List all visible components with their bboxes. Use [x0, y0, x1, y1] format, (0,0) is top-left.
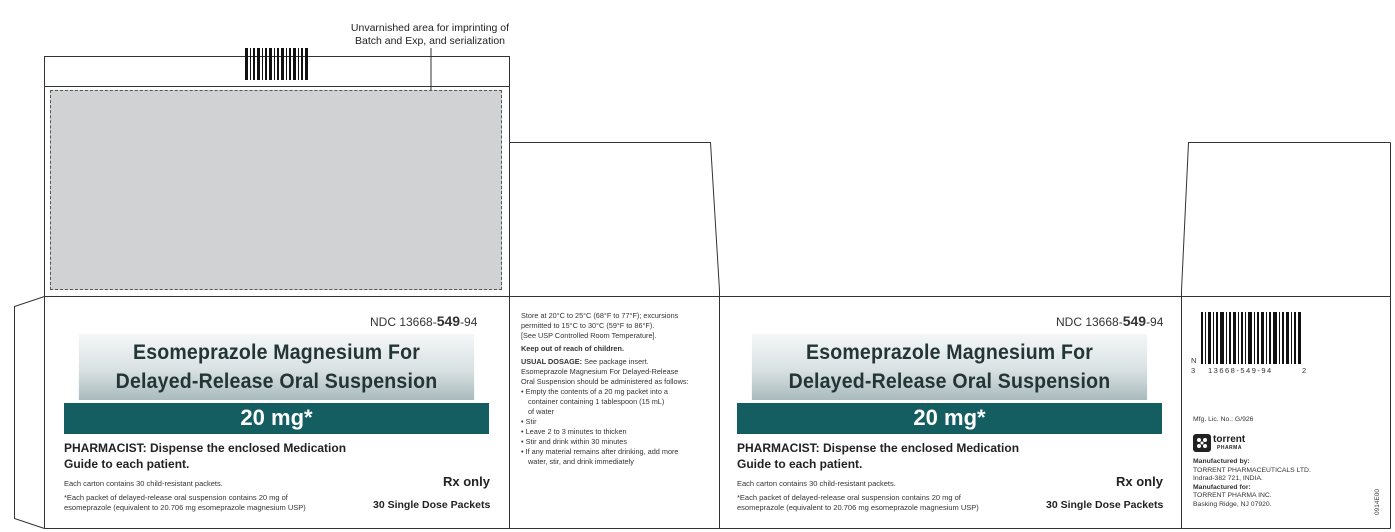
title-line1: Esomeprazole Magnesium For [805, 341, 1093, 364]
keep-out-text: Keep out of reach of children. [521, 344, 624, 353]
storage-block [521, 311, 711, 341]
dosage-step: • Stir [521, 417, 711, 427]
product-title [79, 334, 474, 400]
printer-note-line1: Unvarnished area for imprinting of [350, 22, 510, 34]
ndc-suffix: -94 [1146, 315, 1164, 329]
printer-note [330, 22, 530, 48]
ndc-prefix: NDC 13668- [1056, 315, 1123, 329]
carton-contents: Each carton contains 30 child-resistant packets. [64, 479, 223, 488]
ndc-number [370, 313, 477, 329]
footnote [64, 493, 364, 512]
storage-line3: [See USP Controlled Room Temperature]. [521, 331, 657, 340]
storage-line2: permitted to 15°C to 30°C (59°F to 86°F). [521, 321, 655, 330]
dosage-step: • Leave 2 to 3 minutes to thicken [521, 427, 711, 437]
dosage-block [521, 357, 711, 467]
footnote-line1: *Each packet of delayed-release oral suspension contains 20 mg of [737, 493, 961, 502]
unvarnished-area [50, 90, 502, 290]
pharmacist-line2: Guide to each patient. [64, 457, 190, 471]
footnote-line2: esomeprazole (equivalent to 20.706 mg esomeprazole magnesium USP) [64, 502, 306, 512]
manufacturer-name: TORRENT PHARMACEUTICALS LTD. [1193, 466, 1311, 474]
rx-only: Rx only [443, 474, 490, 489]
dosage-line2: Esomeprazole Magnesium For Delayed-Release [521, 367, 679, 376]
distributor-address: Basking Ridge, NJ 07920. [1193, 500, 1272, 508]
printer-note-line2: Batch and Exp, and serialization [354, 35, 505, 47]
pharmacist-instruction [64, 440, 394, 472]
manufactured-for-label: Manufactured for: [1193, 483, 1251, 491]
footnote [737, 493, 1037, 512]
dosage-line3: Oral Suspension should be administered as follows: [521, 377, 689, 386]
distributor-name: TORRENT PHARMA INC. [1193, 492, 1272, 499]
footnote-line2: esomeprazole (equivalent to 20.706 mg esomeprazole magnesium USP) [737, 502, 979, 512]
title-band-wrap [737, 334, 1162, 400]
torrent-logo [1193, 434, 1263, 452]
barcode-digits: 13668-549-94 [1208, 366, 1273, 375]
dosage-step: • Empty the contents of a 20 mg packet into a container containing 1 tablespoon (15 mL) of water [521, 387, 711, 417]
footnote-line1: *Each packet of delayed-release oral suspension contains 20 mg of [64, 493, 288, 502]
pharmacist-line1: PHARMACIST: Dispense the enclosed Medication [64, 441, 347, 455]
strength-band: 20 mg* [64, 403, 489, 434]
title-band-wrap [64, 334, 489, 400]
carton-contents: Each carton contains 30 child-resistant packets. [737, 479, 896, 488]
barcode-last-digit: 2 [1302, 366, 1308, 375]
pharmacist-line2: Guide to each patient. [737, 457, 863, 471]
manufacturer-info [1193, 458, 1333, 509]
top-flap-barcode [245, 48, 309, 80]
barcode-n: N [1191, 356, 1198, 365]
ndc-bold: 549 [436, 313, 461, 329]
upc-barcode [1201, 312, 1303, 364]
logo-wordmark: torrent [1213, 434, 1246, 445]
keep-out-warning [521, 344, 711, 354]
ndc-suffix: -94 [460, 315, 478, 329]
ndc-number [1056, 313, 1163, 329]
manufactured-by-label: Manufactured by: [1193, 458, 1250, 465]
storage-line1: Store at 20°C to 25°C (68°F to 77°F); excursions [521, 311, 679, 320]
logo-sub: PHARMA [1217, 445, 1242, 451]
dosage-heading: USUAL DOSAGE: [521, 357, 583, 366]
vertical-code: 0914E00 [1374, 488, 1381, 515]
mfg-license: Mfg. Lic. No.: G/926 [1193, 416, 1254, 423]
product-title [752, 334, 1147, 400]
strength-band: 20 mg* [737, 403, 1162, 434]
side-panel-text [521, 311, 711, 467]
ndc-bold: 549 [1122, 313, 1147, 329]
title-line2: Delayed-Release Oral Suspension [788, 370, 1111, 393]
dosage-step: • Stir and drink within 30 minutes [521, 437, 711, 447]
dosage-line1: See package insert. [582, 357, 649, 366]
dosage-step: • If any material remains after drinking, add more water, stir, and drink immediately [521, 447, 711, 467]
torrent-logo-icon [1193, 434, 1211, 452]
dosage-steps [521, 387, 711, 467]
pharmacist-line1: PHARMACIST: Dispense the enclosed Medication [737, 441, 1020, 455]
title-line2: Delayed-Release Oral Suspension [115, 370, 438, 393]
packet-count: 30 Single Dose Packets [373, 499, 491, 511]
pharmacist-instruction [737, 440, 1067, 472]
manufacturer-address: Indrad-382 721, INDIA. [1193, 475, 1263, 482]
ndc-prefix: NDC 13668- [370, 315, 437, 329]
title-line1: Esomeprazole Magnesium For [132, 341, 420, 364]
packet-count: 30 Single Dose Packets [1046, 499, 1164, 511]
rx-only: Rx only [1116, 474, 1163, 489]
barcode-first-digit: 3 [1191, 366, 1197, 375]
